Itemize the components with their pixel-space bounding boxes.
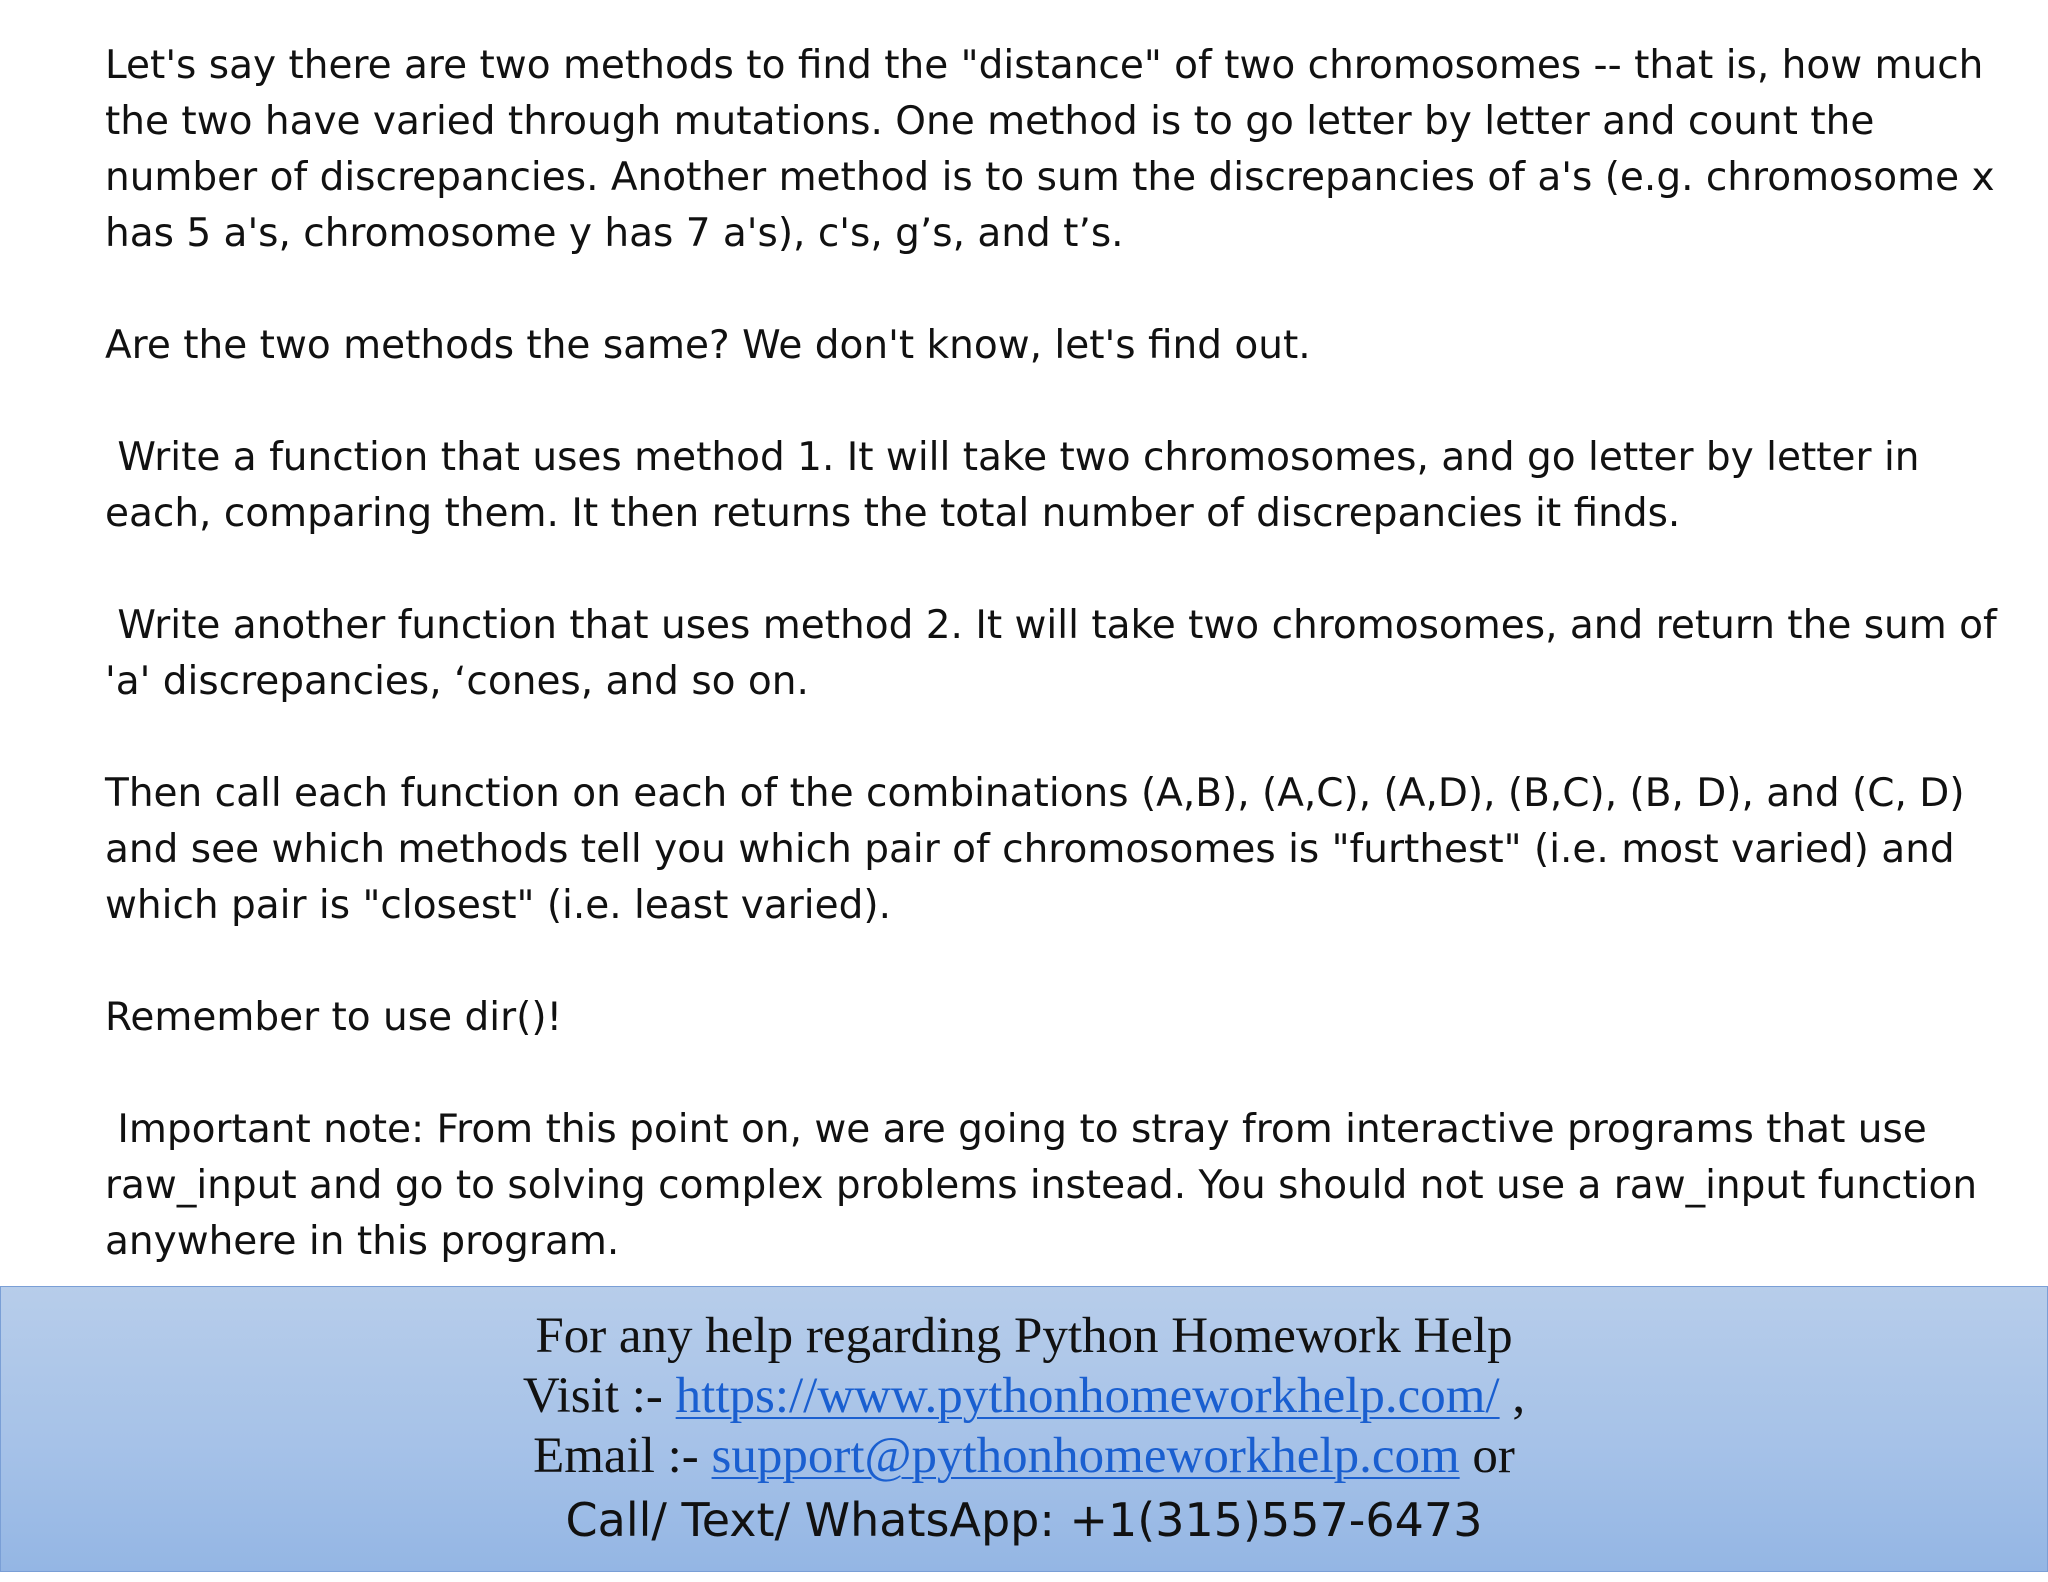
visit-suffix: , [1499, 1368, 1526, 1424]
assignment-text [105, 38, 2010, 1270]
paragraph-method-2: Write another function that uses method 2. It will take two chromosomes, and return the sum of 'a' discrepancies, ‘cones, and so on. [105, 603, 2010, 704]
email-suffix: or [1459, 1428, 1515, 1484]
contact-banner [0, 1286, 2048, 1572]
paragraph-method-1: Write a function that uses method 1. It will take two chromosomes, and go letter by letter in each, comparing them. It then returns the total number of discrepancies it finds. [105, 435, 1932, 536]
visit-prefix: Visit :- [522, 1368, 676, 1424]
email-link[interactable]: support@pythonhomeworkhelp.com [711, 1428, 1460, 1484]
email-prefix: Email :- [533, 1428, 712, 1484]
paragraph-reminder: Remember to use dir()! [105, 995, 563, 1040]
paragraph-combinations: Then call each function on each of the combinations (A,B), (A,C), (A,D), (B,C), (B, D), and (C, D) and see which methods tell you which pair of chromosomes is "furthest" (i.e. most varied) and which pair is "closest" (i.e. least varied). [105, 771, 1977, 928]
help-line: For any help regarding Python Homework Help [535, 1308, 1513, 1364]
paragraph-question: Are the two methods the same? We don't know, let's find out. [105, 323, 1311, 368]
visit-line [1, 1367, 2047, 1425]
phone-line: Call/ Text/ WhatsApp: +1(315)557-6473 [565, 1493, 1483, 1547]
paragraph-intro: Let's say there are two methods to find the "distance" of two chromosomes -- that is, how much the two have varied through mutations. One method is to go letter by letter and count the number of discrepancies. Another method is to sum the discrepancies of a's (e.g. chromosome x has 5 a's, chromosome y has 7 a's), c's, g’s, and t’s. [105, 43, 2007, 256]
paragraph-important-note: Important note: From this point on, we are going to stray from interactive programs that use raw_input and go to solving complex problems instead. You should not use a raw_input function anywhere in this program. [105, 1107, 1990, 1264]
website-link[interactable]: https://www.pythonhomeworkhelp.com/ [675, 1368, 1500, 1424]
email-line [1, 1427, 2047, 1485]
